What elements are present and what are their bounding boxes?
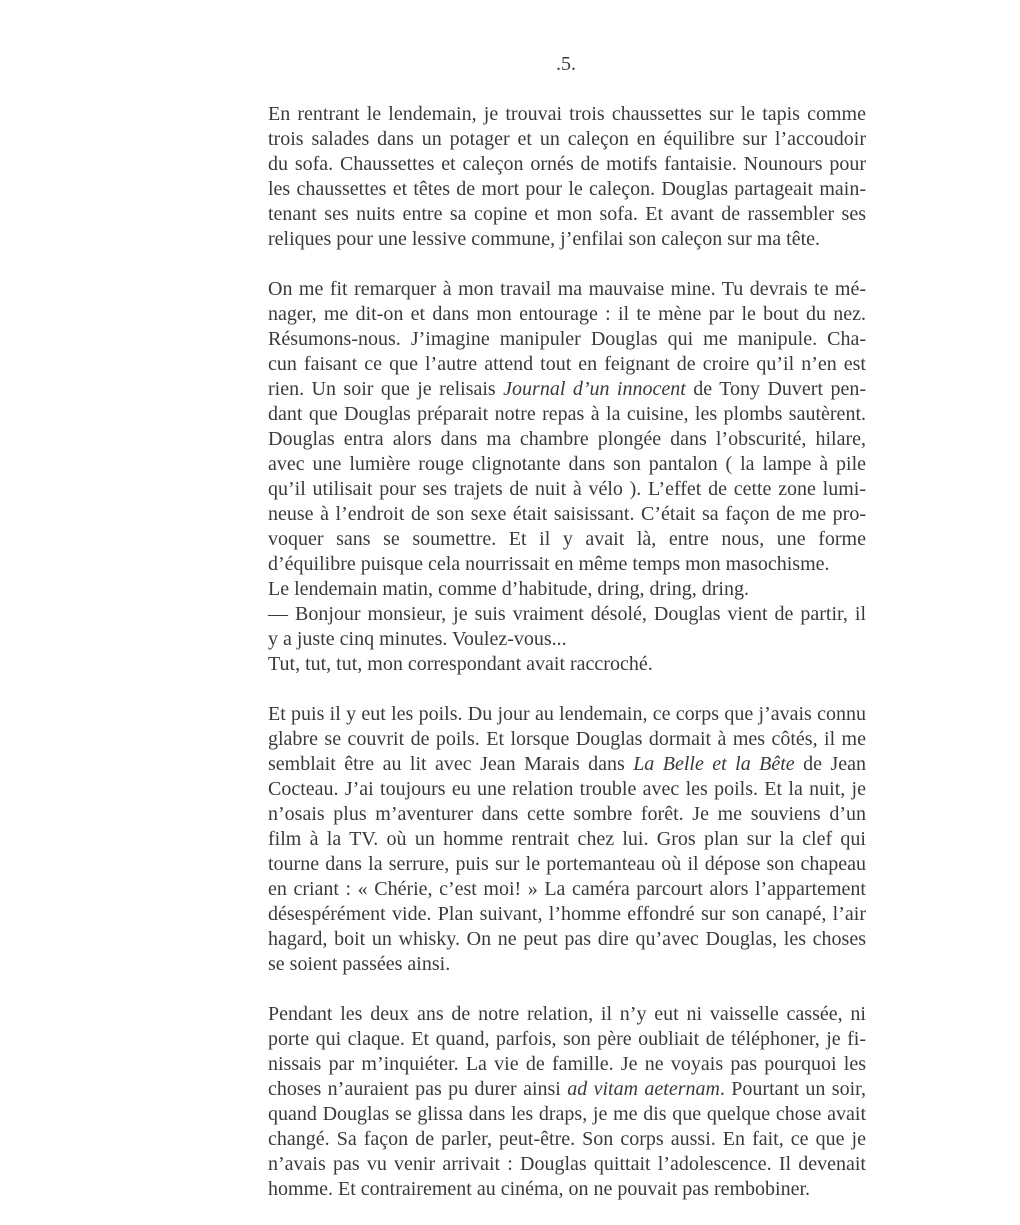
text-line: film à la TV. où un homme rentrait chez lui. Gros plan sur la clef qui bbox=[268, 828, 866, 850]
text-segment: choses n’auraient pas pu durer ainsi bbox=[268, 1078, 568, 1100]
paragraph-gap bbox=[268, 677, 866, 702]
text-line: en criant : « Chérie, c’est moi! » La caméra parcourt alors l’appartement bbox=[268, 878, 866, 900]
text-line: n’avais pas vu venir arrivait : Douglas quittait l’adolescence. Il devenait bbox=[268, 1153, 866, 1175]
text-line: qu’il utilisait pour ses trajets de nuit à vélo ). L’effet de cette zone lumi- bbox=[268, 478, 866, 500]
text-line: Tut, tut, tut, mon correspondant avait raccroché. bbox=[268, 653, 653, 675]
text-line: hagard, boit un whisky. On ne peut pas dire qu’avec Douglas, les choses bbox=[268, 928, 866, 950]
text-line: — Bonjour monsieur, je suis vraiment désolé, Douglas vient de partir, il bbox=[268, 603, 866, 625]
text-line: avec une lumière rouge clignotante dans son pantalon ( la lampe à pile bbox=[268, 453, 866, 475]
text-line: glabre se couvrit de poils. Et lorsque Douglas dormait à mes côtés, il me bbox=[268, 728, 866, 750]
text-segment: . Pourtant un soir, bbox=[719, 1078, 866, 1100]
italic-title: La Belle et la Bête bbox=[633, 753, 795, 775]
text-line: En rentrant le lendemain, je trouvai trois chaussettes sur le tapis comme bbox=[268, 103, 866, 125]
text-line: neuse à l’endroit de son sexe était saisissant. C’était sa façon de me pro- bbox=[268, 503, 866, 525]
italic-title: Journal d’un innocent bbox=[503, 378, 686, 400]
text-line bbox=[268, 377, 866, 402]
text-line: dant que Douglas préparait notre repas à la cuisine, les plombs sautèrent. bbox=[268, 403, 866, 425]
paragraph bbox=[268, 277, 866, 677]
text-line: désespérément vide. Plan suivant, l’homme effondré sur son canapé, l’air bbox=[268, 903, 866, 925]
page-body bbox=[268, 102, 866, 1202]
text-line: trois salades dans un potager et un caleçon en équilibre sur l’accoudoir bbox=[268, 128, 866, 150]
text-line: Cocteau. J’ai toujours eu une relation trouble avec les poils. Et la nuit, je bbox=[268, 778, 866, 800]
paragraph bbox=[268, 1002, 866, 1202]
text-segment: de Tony Duvert pen- bbox=[685, 378, 866, 400]
text-line: tenant ses nuits entre sa copine et mon sofa. Et avant de rassembler ses bbox=[268, 203, 866, 225]
text-line: porte qui claque. Et quand, parfois, son père oubliait de téléphoner, je fi- bbox=[268, 1028, 866, 1050]
text-line: Pendant les deux ans de notre relation, il n’y eut ni vaisselle cassée, ni bbox=[268, 1003, 866, 1025]
text-line: Le lendemain matin, comme d’habitude, dring, dring, dring. bbox=[268, 578, 749, 600]
text-line: se soient passées ainsi. bbox=[268, 953, 451, 975]
text-line: quand Douglas se glissa dans les draps, je me dis que quelque chose avait bbox=[268, 1103, 866, 1125]
text-line: d’équilibre puisque cela nourrissait en même temps mon masochisme. bbox=[268, 553, 830, 575]
paragraph bbox=[268, 702, 866, 977]
text-line: du sofa. Chaussettes et caleçon ornés de motifs fantaisie. Nounours pour bbox=[268, 153, 866, 175]
text-line: Douglas entra alors dans ma chambre plongée dans l’obscurité, hilare, bbox=[268, 428, 866, 450]
text-line: Et puis il y eut les poils. Du jour au lendemain, ce corps que j’avais connu bbox=[268, 703, 866, 725]
text-segment: rien. Un soir que je relisais bbox=[268, 378, 504, 400]
text-line: nissais par m’inquiéter. La vie de famille. Je ne voyais pas pourquoi les bbox=[268, 1053, 866, 1075]
paragraph bbox=[268, 102, 866, 252]
text-line bbox=[268, 752, 866, 777]
text-line: Résumons-nous. J’imagine manipuler Douglas qui me manipule. Cha- bbox=[268, 328, 866, 350]
page-number: .5. bbox=[556, 53, 576, 75]
text-line: y a juste cinq minutes. Voulez-vous... bbox=[268, 628, 567, 650]
text-line bbox=[268, 1077, 866, 1102]
italic-title: ad vitam aeternam bbox=[567, 1078, 720, 1100]
text-segment: semblait être au lit avec Jean Marais dans bbox=[268, 753, 634, 775]
text-line: n’osais plus m’aventurer dans cette sombre forêt. Je me souviens d’un bbox=[268, 803, 866, 825]
text-line: reliques pour une lessive commune, j’enfilai son caleçon sur ma tête. bbox=[268, 228, 821, 250]
paragraph-gap bbox=[268, 977, 866, 1002]
text-line: On me fit remarquer à mon travail ma mauvaise mine. Tu devrais te mé- bbox=[268, 278, 866, 300]
text-line: homme. Et contrairement au cinéma, on ne pouvait pas rembobiner. bbox=[268, 1178, 811, 1200]
text-line: tourne dans la serrure, puis sur le portemanteau où il dépose son chapeau bbox=[268, 853, 866, 875]
paragraph-gap bbox=[268, 252, 866, 277]
text-line: nager, me dit-on et dans mon entourage : il te mène par le bout du nez. bbox=[268, 303, 866, 325]
text-segment: de Jean bbox=[794, 753, 866, 775]
text-line: changé. Sa façon de parler, peut-être. Son corps aussi. En fait, ce que je bbox=[268, 1128, 866, 1150]
text-line: les chaussettes et têtes de mort pour le caleçon. Douglas partageait main- bbox=[268, 178, 866, 200]
text-line: voquer sans se soumettre. Et il y avait là, entre nous, une forme bbox=[268, 528, 866, 550]
text-line: cun faisant ce que l’autre attend tout en feignant de croire qu’il n’en est bbox=[268, 353, 866, 375]
